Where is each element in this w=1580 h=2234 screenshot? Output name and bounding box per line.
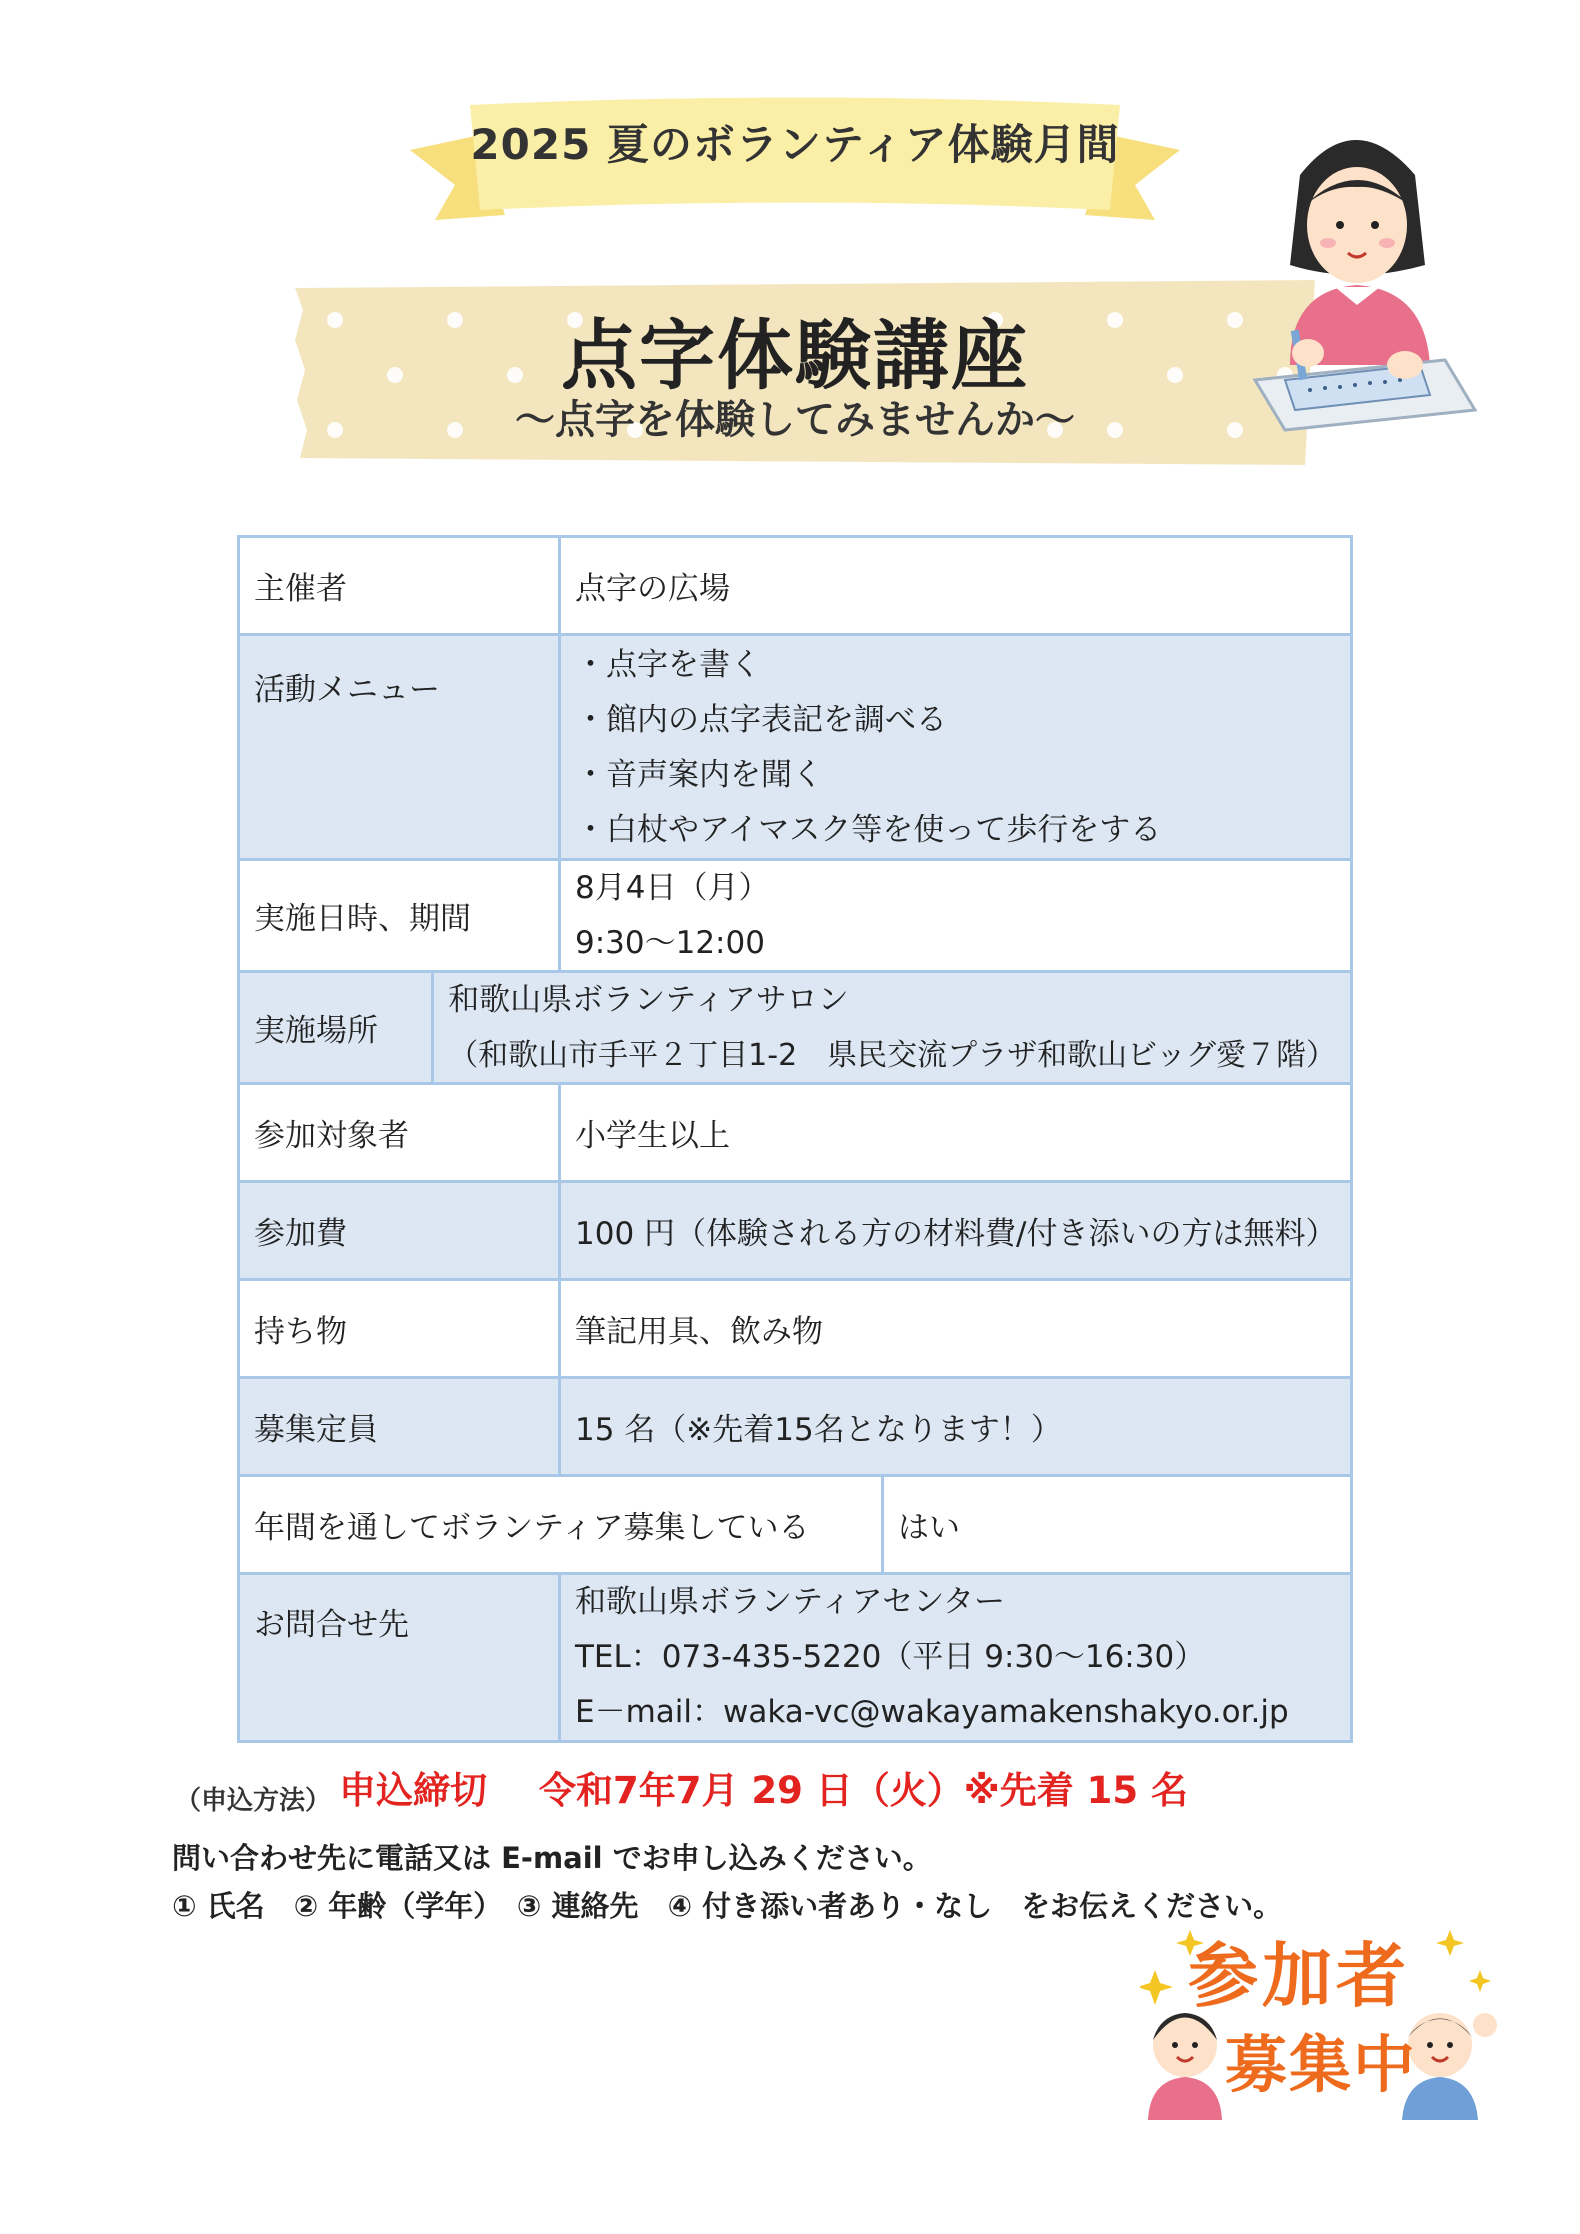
row-value	[561, 861, 1350, 970]
menu-item: ・白杖やアイマスク等を使って歩行をする	[575, 812, 1162, 848]
woman-writing-braille-illustration	[1230, 115, 1480, 445]
row-label: 実施場所	[240, 973, 434, 1082]
table-row-target	[237, 1082, 1353, 1180]
row-label: 年間を通してボランティア募集している	[240, 1477, 884, 1572]
row-label: 主催者	[240, 538, 561, 633]
time-text: 9:30～12:00	[575, 924, 765, 961]
row-label: 持ち物	[240, 1281, 561, 1376]
contact-phone: TEL：073-435-5220（平日 9:30～16:30）	[575, 1639, 1206, 1675]
venue-address: （和歌山市手平２丁目1-2 県民交流プラザ和歌山ビッグ愛７階）	[448, 1037, 1336, 1073]
row-label: 参加費	[240, 1183, 561, 1278]
table-row-fee	[237, 1180, 1353, 1278]
table-row-capacity	[237, 1376, 1353, 1474]
badge-text-recruiting: 募集中	[1225, 2028, 1418, 2101]
row-label: 活動メニュー	[240, 636, 561, 858]
contact-email: E－mail：waka-vc@wakayamakenshakyo.or.jp	[575, 1694, 1289, 1730]
row-value: 100 円（体験される方の材料費/付き添いの方は無料）	[575, 1216, 1337, 1252]
row-label: お問合せ先	[240, 1575, 561, 1740]
contact-name: 和歌山県ボランティアセンター	[575, 1584, 1005, 1620]
venue-name: 和歌山県ボランティアサロン	[448, 981, 849, 1018]
ribbon-title: 2025 夏のボランティア体験月間	[470, 120, 1120, 169]
application-required-info: ① 氏名 ② 年齢（学年） ③ 連絡先 ④ 付き添い者あり・なし をお伝えください。	[172, 1889, 1283, 1923]
page-subtitle: ～点字を体験してみませんか～	[515, 397, 1075, 443]
row-value: 点字の広場	[575, 571, 730, 607]
row-label: 実施日時、期間	[240, 861, 561, 970]
event-info-table	[237, 535, 1353, 1743]
badge-text-participants: 参加者	[1188, 1935, 1410, 2017]
table-row-belongings	[237, 1278, 1353, 1376]
application-deadline-line	[175, 1760, 1188, 1817]
row-value: 筆記用具、飲み物	[575, 1314, 823, 1350]
table-row-organizer	[237, 535, 1353, 633]
row-value: はい	[898, 1510, 960, 1546]
deadline-date: 令和7年7月 29 日（火）※先着 15 名	[539, 1769, 1188, 1812]
row-value: 小学生以上	[575, 1118, 730, 1154]
menu-item: ・点字を書く	[575, 647, 761, 683]
table-row-contact	[237, 1572, 1353, 1743]
menu-item: ・館内の点字表記を調べる	[575, 702, 947, 738]
date-text: 8月4日（月）	[575, 869, 770, 906]
row-value: 15 名（※先着15名となります！）	[575, 1412, 1062, 1448]
table-row-datetime	[237, 858, 1353, 970]
row-label: 参加対象者	[240, 1085, 561, 1180]
table-row-menu	[237, 633, 1353, 858]
contact-info	[561, 1575, 1350, 1740]
menu-list	[561, 636, 1350, 858]
application-instruction: 問い合わせ先に電話又は E-mail でお申し込みください。	[172, 1841, 932, 1875]
table-row-venue	[237, 970, 1353, 1082]
table-row-year-round	[237, 1474, 1353, 1572]
deadline-label: 申込締切	[339, 1769, 488, 1812]
page-title: 点字体験講座	[561, 311, 1029, 400]
menu-item: ・音声案内を聞く	[575, 757, 823, 793]
apply-method-label: （申込方法）	[175, 1786, 332, 1816]
row-label: 募集定員	[240, 1379, 561, 1474]
row-value	[434, 973, 1350, 1082]
